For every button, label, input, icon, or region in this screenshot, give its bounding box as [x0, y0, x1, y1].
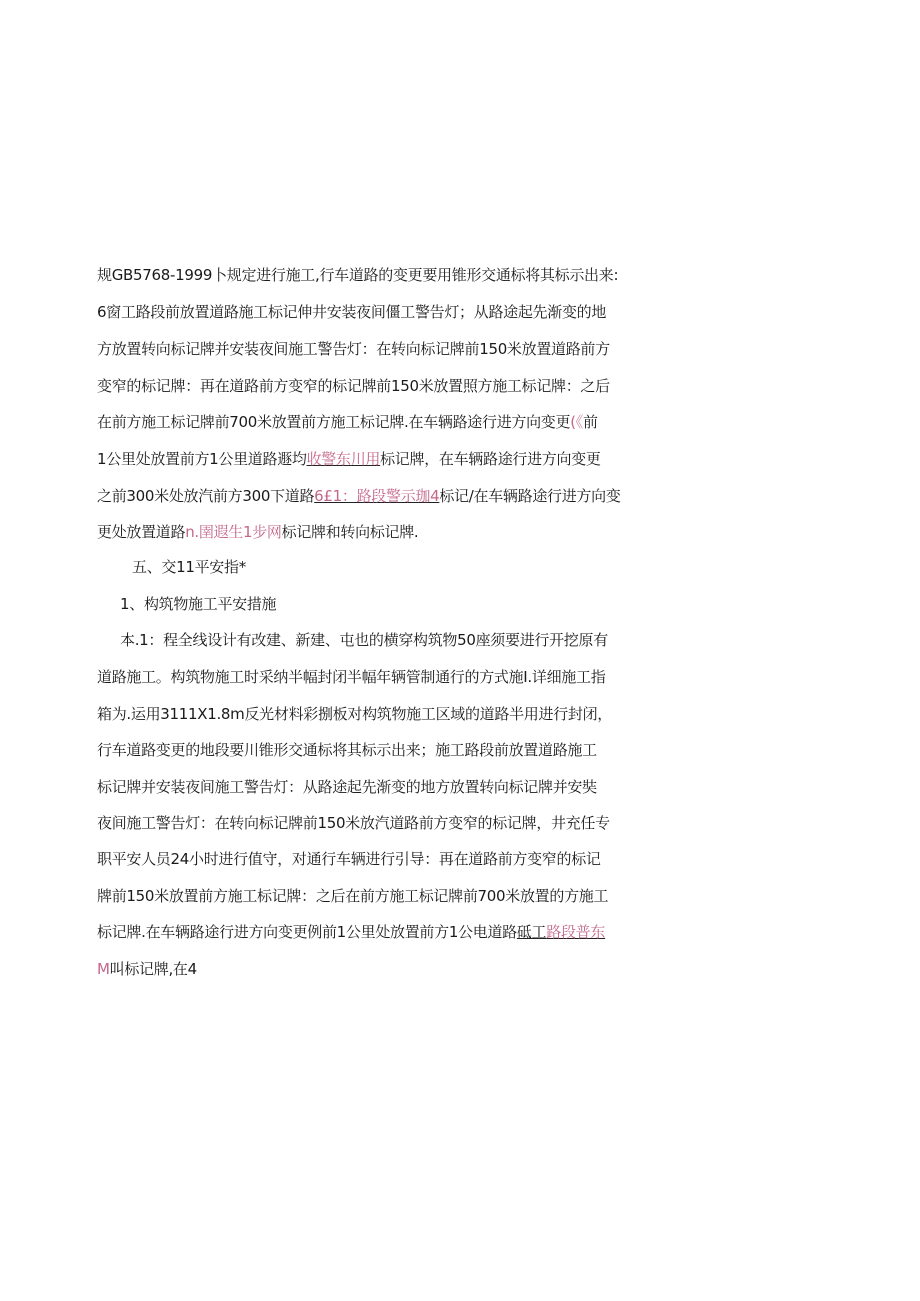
text-line — [97, 959, 637, 979]
text-segment: 叫标记牌,在4 — [109, 960, 197, 978]
text-segment: 变窄的标记牌：再在道路前方变窄的标记牌前150米放置照方施工标记牌：之后 — [97, 377, 610, 395]
text-line — [97, 704, 637, 724]
text-segment: 箱为.运用3111X1.8m反光材料彩捌板对构筑物施工区域的道路半用进行封闭， — [97, 705, 612, 723]
text-segment: 道路施工。构筑物施工时采纳半幅封闭半幅年辆管制通行的方式施I.详细施工指 — [97, 668, 606, 686]
text-line — [97, 449, 637, 469]
text-segment: 6窗工路段前放置道路施工标记伸井安装夜间僵工警告灯；从路途起先渐变的地 — [97, 303, 607, 321]
text-segment: 更处放置道路 — [97, 523, 186, 541]
text-line — [97, 813, 637, 833]
text-line — [132, 557, 672, 577]
text-segment: 本.1：程全线设计有改建、新建、屯也的横穿构筑物50座须要进行开挖原有 — [120, 631, 608, 649]
text-segment: 标记牌和转向标记牌. — [281, 523, 419, 541]
text-segment: 牌前150米放置前方施工标记牌：之后在前方施工标记牌前700米放置的方施工 — [97, 887, 609, 905]
text-segment: 规GB5768-1999卜规定进行施工,行车道路的变更要用锥形交通标将其标示出来: — [97, 266, 619, 284]
text-segment: 五、交11平安指* — [132, 558, 246, 576]
text-segment: 标记牌.在车辆路途行进方向变更例前1公里处放置前方1公电道路 — [97, 923, 517, 941]
text-segment: 标记牌并安装夜间施工警告灯：从路途起先渐变的地方放置转向标记牌并安奘 — [97, 778, 597, 796]
text-segment: 砥工 — [516, 923, 547, 941]
text-line — [97, 522, 637, 542]
text-line — [120, 630, 660, 650]
text-line — [97, 740, 637, 760]
text-segment: 路段普东 — [546, 923, 606, 941]
text-line — [97, 412, 637, 432]
text-line — [97, 667, 637, 687]
text-line — [97, 302, 637, 322]
text-segment: 1、构筑物施工平安措施 — [120, 595, 277, 613]
text-line — [97, 265, 637, 285]
text-segment: 之前300米处放汽前方300下道路 — [97, 487, 315, 505]
text-line — [97, 777, 637, 797]
text-segment: 行车道路变更的地段要川锥形交通标将其标示出来；施工路段前放置道路施工 — [97, 741, 597, 759]
text-line — [97, 486, 637, 506]
text-line — [97, 849, 637, 869]
text-line — [97, 922, 637, 942]
text-segment: 标记牌，在车辆路途行进方向变更 — [380, 450, 601, 468]
text-segment: 方放置转向标记牌并安装夜间施工警告灯：在转向标记牌前150米放置道路前方 — [97, 340, 610, 358]
text-line — [97, 339, 637, 359]
text-line — [120, 594, 660, 614]
text-segment: 6£1：路段警示珈4 — [314, 487, 440, 505]
text-segment: 在前方施工标记牌前700米放置前方施工标记牌.在车辆路途行进方向变更 — [97, 413, 571, 431]
text-line — [97, 376, 637, 396]
text-segment: 收警东川用 — [306, 450, 381, 468]
text-segment: 夜间施工警告灯：在转向标记牌前150米放汽道路前方变窄的标记牌，井充任专 — [97, 814, 610, 832]
text-line — [97, 886, 637, 906]
text-segment: 标记/在车辆路途行进方向变 — [439, 487, 621, 505]
text-segment: (《 — [570, 413, 583, 431]
text-segment: n.圉遐生1步网 — [185, 523, 282, 541]
text-segment: 1公里处放置前方1公里道路遯均 — [97, 450, 307, 468]
text-segment: 职平安人员24小时进行值守，对通行车辆进行引导：再在道路前方变窄的标记 — [97, 850, 601, 868]
text-segment: 前 — [582, 413, 598, 431]
text-segment: M — [97, 960, 110, 978]
